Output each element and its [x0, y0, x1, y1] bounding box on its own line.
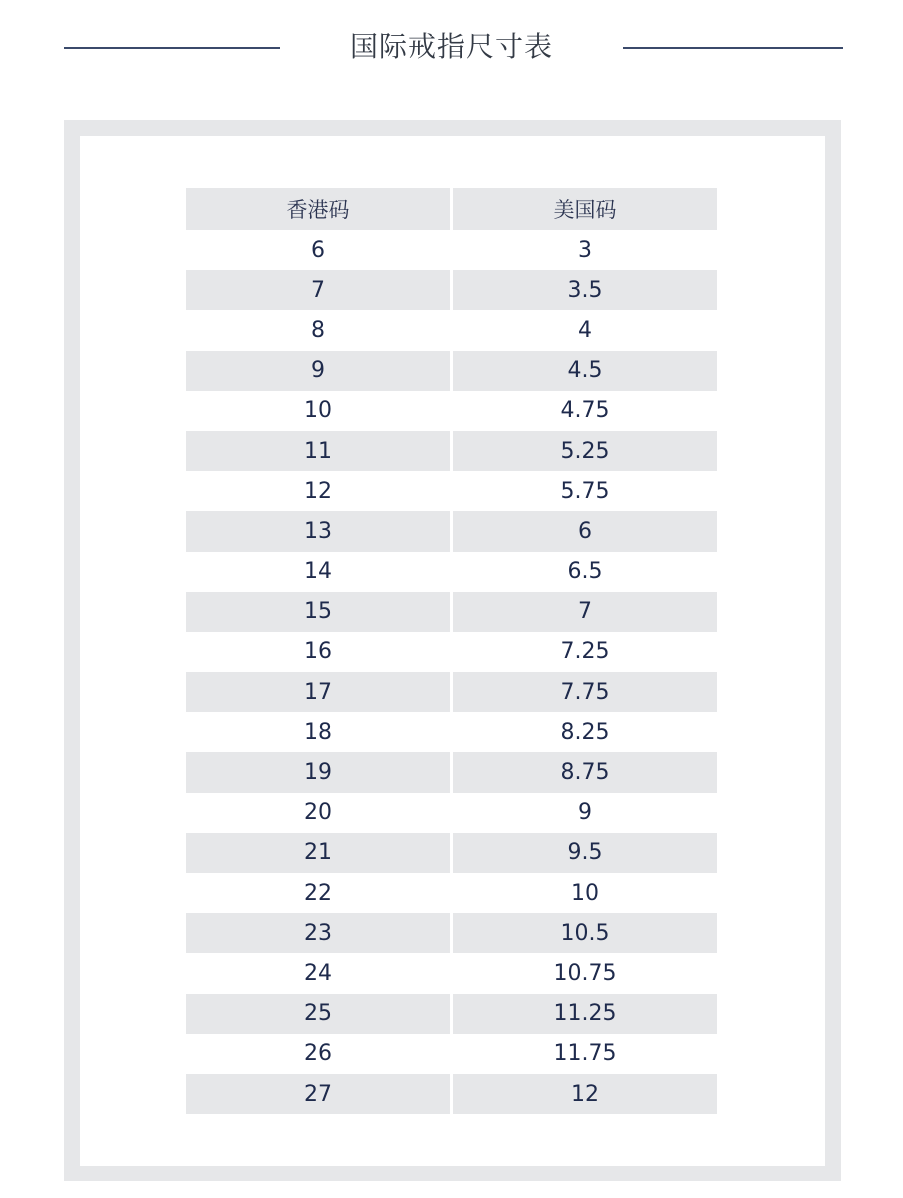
- hk-size-cell: 13: [186, 511, 453, 551]
- us-size-cell: 7.25: [560, 639, 610, 665]
- hk-size-cell: 26: [186, 1034, 453, 1074]
- table-row: [186, 391, 717, 431]
- table-row: [186, 712, 717, 752]
- us-size-cell: 10.5: [453, 913, 717, 953]
- hk-size-cell: 11: [186, 431, 453, 471]
- hk-size-cell: 6: [186, 230, 453, 270]
- us-size-cell: 5.25: [453, 431, 717, 471]
- title-divider-right: [623, 47, 843, 49]
- table-row: [186, 632, 717, 672]
- us-size-cell: 4.5: [453, 351, 717, 391]
- table-row: [186, 230, 717, 270]
- hk-size-cell: 15: [186, 592, 453, 632]
- table-row: [186, 994, 717, 1034]
- table-row: [186, 833, 717, 873]
- us-size-cell: 6: [453, 511, 717, 551]
- hk-size-cell: 20: [186, 793, 453, 833]
- hk-size-cell: 9: [186, 351, 453, 391]
- table-row: [186, 351, 717, 391]
- us-size-cell: 3: [578, 237, 592, 263]
- table-row: [186, 873, 717, 913]
- us-size-cell: 10.75: [553, 960, 617, 986]
- table-row: [186, 270, 717, 310]
- table-row: [186, 592, 717, 632]
- hk-size-cell: 23: [186, 913, 453, 953]
- us-size-cell: 8.25: [560, 719, 610, 745]
- table-row: [186, 1074, 717, 1114]
- hk-size-cell: 7: [186, 270, 453, 310]
- hk-size-cell: 18: [186, 712, 453, 752]
- us-size-cell: 12: [453, 1074, 717, 1114]
- us-size-cell: 6.5: [567, 559, 603, 585]
- table-row: [186, 953, 717, 993]
- page-title: 国际戒指尺寸表: [349, 30, 553, 63]
- table-row: [186, 913, 717, 953]
- us-size-cell: 8.75: [453, 752, 717, 792]
- table-row: [186, 471, 717, 511]
- table-body: [186, 230, 717, 1114]
- hk-size-cell: 21: [186, 833, 453, 873]
- table-frame: [64, 120, 841, 1181]
- us-size-cell: 11.75: [553, 1041, 617, 1067]
- us-size-cell: 9.5: [453, 833, 717, 873]
- us-size-cell: 7.75: [453, 672, 717, 712]
- hk-size-cell: 10: [186, 391, 453, 431]
- us-size-cell: 7: [453, 592, 717, 632]
- us-size-cell: 4: [578, 317, 592, 343]
- column-header-us: 美国码: [453, 188, 717, 230]
- us-size-cell: 11.25: [453, 994, 717, 1034]
- hk-size-cell: 17: [186, 672, 453, 712]
- hk-size-cell: 12: [186, 471, 453, 511]
- hk-size-cell: 25: [186, 994, 453, 1034]
- us-size-cell: 10: [571, 880, 599, 906]
- hk-size-cell: 16: [186, 632, 453, 672]
- hk-size-cell: 27: [186, 1074, 453, 1114]
- hk-size-cell: 14: [186, 552, 453, 592]
- table-row: [186, 793, 717, 833]
- table-row: [186, 752, 717, 792]
- table-row: [186, 552, 717, 592]
- hk-size-cell: 24: [186, 953, 453, 993]
- us-size-cell: 4.75: [560, 398, 610, 424]
- table-header-row: [186, 188, 717, 230]
- hk-size-cell: 19: [186, 752, 453, 792]
- us-size-cell: 5.75: [560, 478, 610, 504]
- table-row: [186, 511, 717, 551]
- title-divider-left: [64, 47, 280, 49]
- hk-size-cell: 22: [186, 873, 453, 913]
- column-header-hk: 香港码: [186, 188, 453, 230]
- table-panel: [80, 136, 825, 1166]
- us-size-cell: 3.5: [453, 270, 717, 310]
- table-row: [186, 310, 717, 350]
- title-row: [0, 24, 903, 72]
- table-row: [186, 431, 717, 471]
- ring-size-table: [186, 188, 717, 1114]
- us-size-cell: 9: [578, 800, 592, 826]
- hk-size-cell: 8: [186, 310, 453, 350]
- table-row: [186, 1034, 717, 1074]
- table-row: [186, 672, 717, 712]
